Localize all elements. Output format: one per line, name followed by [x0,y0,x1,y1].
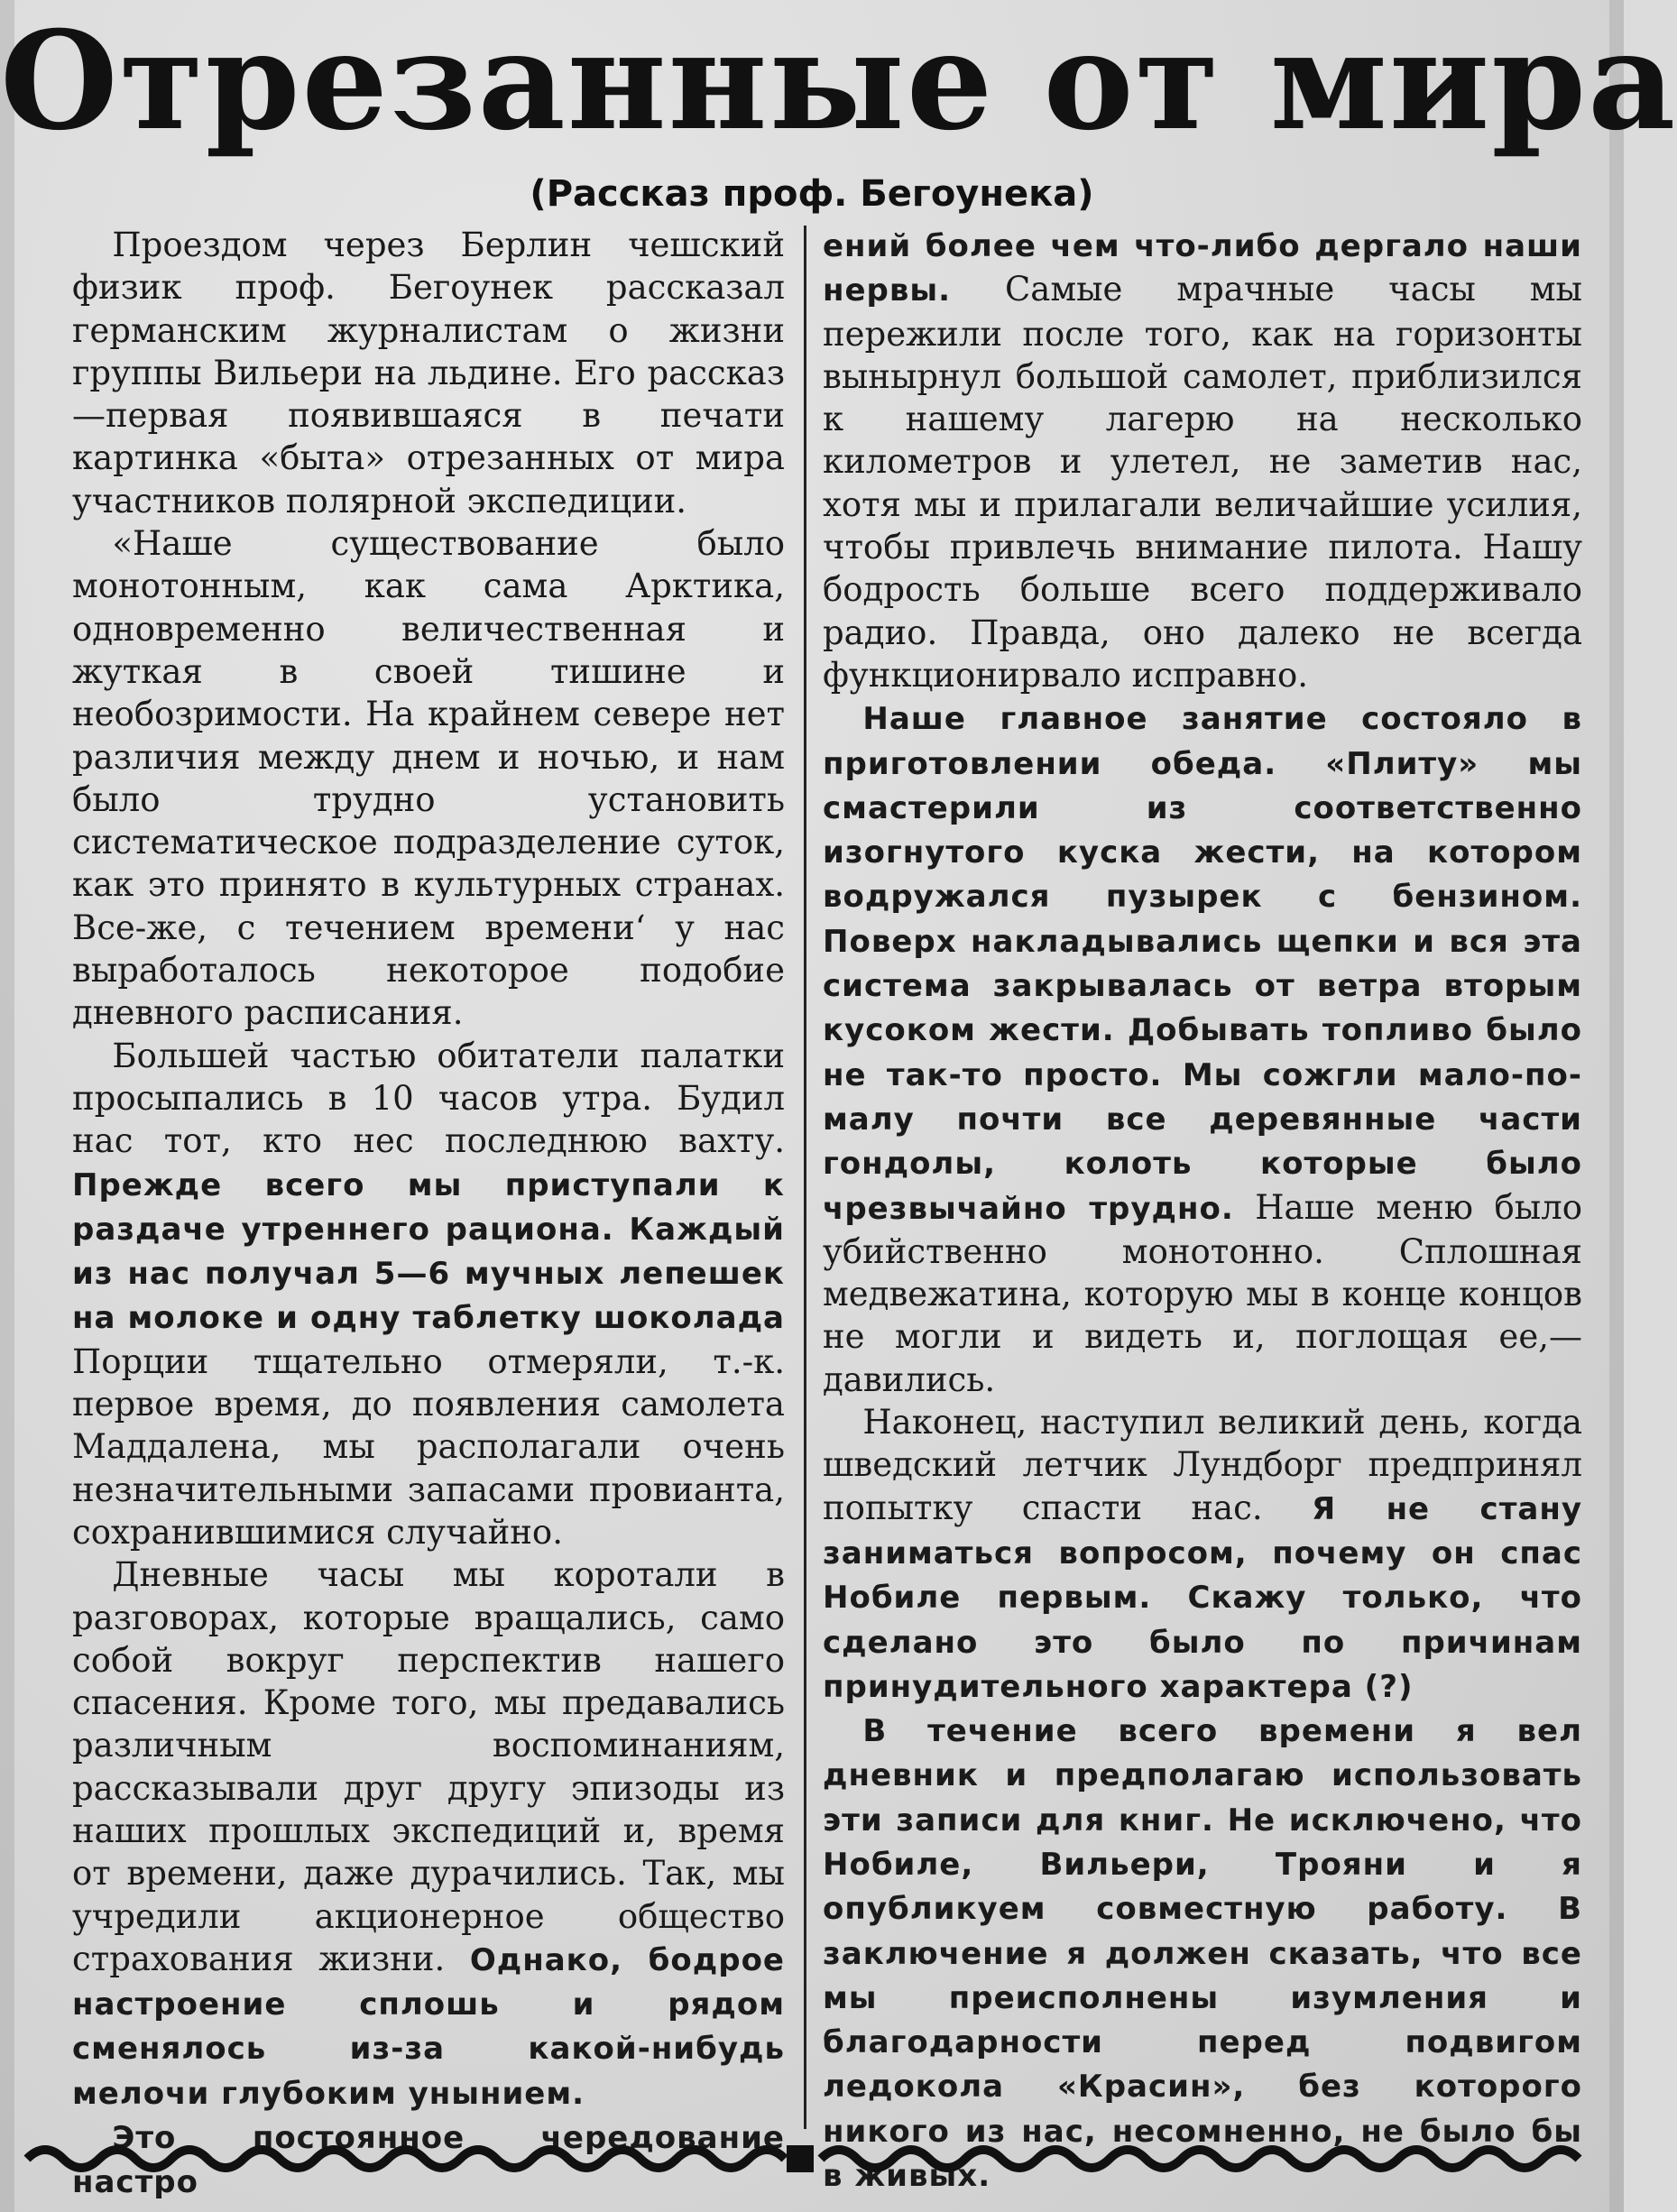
paragraph-text: «Наше существование было монотонным, как сама Арктика, одновременно величественная и жуткая в своей тишине и необозримости. На крайнем севере нет различия между днем и ночью, и нам было трудно установить систематическое подразделение суток, как это принято в культурных странах. Все-же, с течением времени‘ у нас выработалось некоторое подобие дневного расписания. [72,524,785,1033]
paragraph-text-bold: Прежде всего мы приступали к раздаче утреннего рациона. Каждый из нас получал 5—6 мучных лепешек на молоке и одну таблетку шоколада [72,1166,785,1337]
paragraph-text: Проездом через Берлин чешский физик проф. Бегоунек рассказал германским журналистам о жизни группы Вильери на льдине. Его рассказ—первая появившаяся в печати картинка «быта» отрезанных от мира участников полярной экспедиции. [72,226,785,521]
paragraph-text: Наше меню было убийственно монотонно. Сплошная медвежатина, которую мы в конце концов не могли и видеть и, поглощая ее,—давились. [823,1187,1583,1399]
paragraph [823,224,1582,696]
column-divider [804,226,806,2129]
paragraph-text: Дневные часы мы коротали в разговорах, которые вращались, само собой вокруг перспектив нашего спасения. Кроме того, мы предавались различным воспоминаниям, рассказывали друг другу эпизоды из наших прошлых экспедиций и, время от времени, даже дурачились. Так, мы учредили акционерное общество страхования жизни. [72,1555,785,1978]
paragraph [823,1709,1582,2198]
paragraph-text-bold: Я не стану заниматься вопросом, почему он спас Нобиле первым. Скажу только, что сделано это было по причинам принудительного характера (?) [823,1490,1583,1705]
page-edge-right [1609,0,1624,2212]
ornament-center-block [787,2145,814,2172]
paragraph-text: Большей частью обитатели палатки просыпались в 10 часов утра. Будил нас тот, кто нес последнюю вахту. [72,1036,785,1161]
paragraph-text: Самые мрачные часы мы пережили после того, как на горизонты вынырнул большой самолет, приблизился к нашему лагерю на несколько километров и улетел, не заметив нас, хотя мы и прилагали величайшие усилия, чтобы привлечь внимание пилота. Нашу бодрость больше всего поддерживало радио. Правда, оно далеко не всегда функционирвало исправно. [823,270,1582,695]
paragraph-text-bold: Наше главное занятие состояло в приготовлении обеда. «Плиту» мы смастерили из соответственно изогнутого куска жести, на котором водружался пузырек с бензином. Поверх накладывались щепки и вся эта система закрывалась от ветра вторым кусоком жести. Добывать топливо было не так-то просто. Мы сожгли мало-по-малу почти все деревянные части гондолы, колоть которые было чрезвычайно трудно. [823,701,1582,1227]
page-edge-left [0,0,14,2212]
headline: Отрезанные от мира [0,2,1677,161]
paragraph-text: Порции тщательно отмеряли, т.-к. первое время, до появления самолета Маддалена, мы располагали очень незначительными запасами провианта, сохранившимися случайно. [72,1341,785,1552]
paragraph-text-bold: ений более чем что-либо дергало наши нервы. [823,228,1582,309]
paragraph [823,1401,1582,1709]
ornamental-rule [27,2136,1579,2181]
paragraph [823,696,1582,1401]
paragraph-text: Наконец, наступил великий день, когда шведский летчик Лундборг предпринял попытку спасти нас. [823,1403,1582,1527]
subheadline: (Рассказ проф. Бегоунека) [530,173,1094,215]
ornament-wave-right [821,2150,1579,2168]
paragraph [72,522,785,1035]
ornament-wave-left [27,2150,785,2168]
paragraph-text-bold: В течение всего времени я вел дневник и предполагаю использовать эти записи для книг. Не исключено, что Нобиле, Вильери, Трояни и я опубликуем совместную работу. В заключение я должен сказать, что все мы преисполнены изумления и благодарности перед подвигом ледокола «Красин», без которого никого из нас, несомненно, не было бы в живых. [823,1713,1582,2195]
paragraph [72,1035,785,1554]
article-column-right [823,224,1583,2195]
paragraph [72,1553,785,2115]
paragraph-text-bold: Однако, бодрое настроение сплошь и рядом сменялось из-за какой-нибудь мелочи глубоким унынием. [72,1941,785,2112]
paragraph [72,224,785,522]
paragraph-text-bold: Это постоянное чередование настро [72,2120,785,2201]
article-column-left [72,224,785,2201]
